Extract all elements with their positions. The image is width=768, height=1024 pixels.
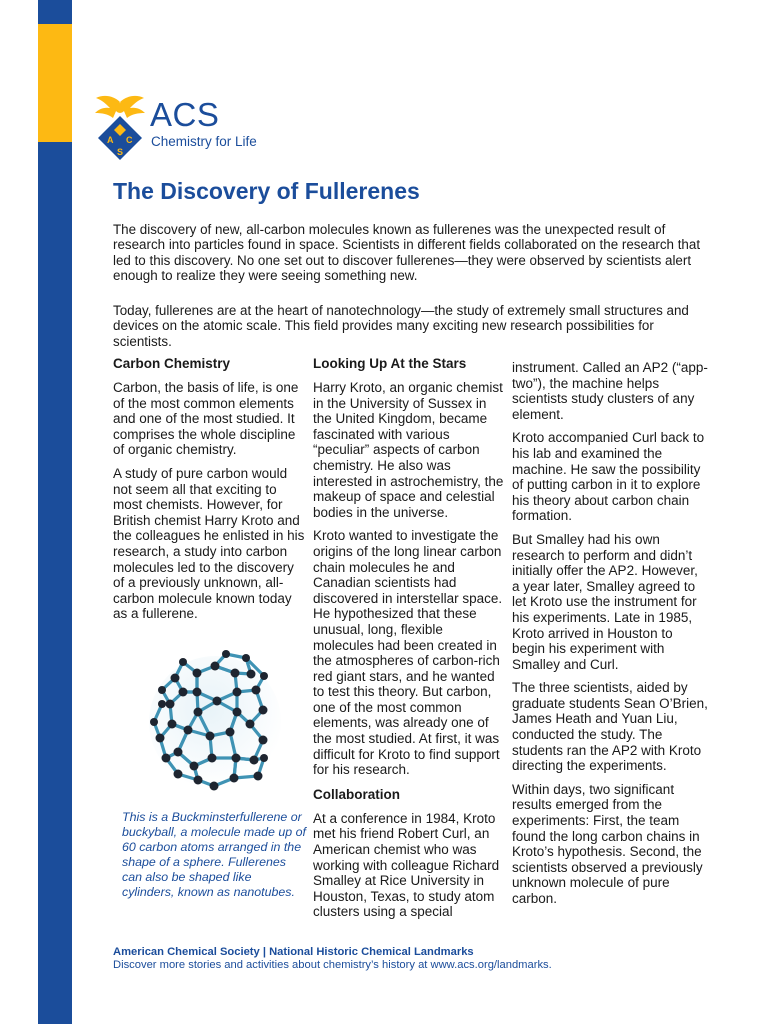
buckyball-image [140, 640, 290, 800]
logo-acs-text: ACS [150, 96, 220, 133]
col3-paragraph-5: Within days, two significant results emerged from the experiments: First, the team found the long carbon chains in Kroto’s hypothesis. Second, the scientists observed a previously unknown molecule of pure carbon. [512, 781, 703, 906]
logo-tagline: Chemistry for Life [151, 134, 257, 149]
footer [113, 946, 713, 972]
column-three [512, 360, 708, 915]
footer-org-line: American Chemical Society | National Historic Chemical Landmarks [113, 946, 474, 958]
collaboration-heading: Collaboration [313, 786, 400, 802]
stars-paragraph-1: Harry Kroto, an organic chemist in the University of Sussex in the United Kingdom, became fascinated with various “peculiar” aspects of carbon chemistry. He also was interested in astrochemistry, the makeup of space and celestial bodies in the universe. [313, 380, 504, 520]
svg-text:A: A [107, 135, 114, 145]
col3-paragraph-2: Kroto accompanied Curl back to his lab and examined the machine. He saw the possibility of putting carbon in it to explore his theory about carbon chain formation. [512, 430, 705, 524]
footer-link-line[interactable]: Discover more stories and activities about chemistry’s history at www.acs.org/landmarks. [113, 959, 552, 971]
stars-paragraph-2: Kroto wanted to investigate the origins of the long linear carbon chain molecules he and Canadian scientists had discovered in interstellar space. He hypothesized that these unusual, long, flexible molecules had been created in the atmospheres of carbon-rich red giant stars, and he wanted to test this theory. But carbon, one of the most common elements, was already one of the most studied. At first, it was difficult for Kroto to find support for his research. [313, 528, 503, 778]
column-stars-collaboration [313, 355, 505, 928]
intro-paragraph-1: The discovery of new, all-carbon molecules known as fullerenes was the unexpected result of research into particles found in space. Scientists in different fields collaborated on the research that led to this discovery. No one set out to discover fullerenes—they were observed by scientists alert enough to realize they were seeing something new. [113, 222, 701, 284]
acs-emblem-icon [92, 94, 148, 162]
col3-paragraph-3: But Smalley had his own research to perform and didn’t initially offer the AP2. However, a year later, Smalley agreed to let Kroto use the instrument for his experiments. Late in 1985, Kroto arrived in Houston to begin his experiment with Smalley and Curl. [512, 531, 698, 672]
acs-logo[interactable] [92, 94, 312, 162]
buckyball-illustration [140, 640, 290, 800]
svg-text:C: C [126, 135, 133, 145]
intro-paragraph-2: Today, fullerenes are at the heart of nanotechnology—the study of extremely small structures and devices on the atomic scale. This field provides many exciting new research possibilities for scientists. [113, 303, 689, 349]
col3-paragraph-1: instrument. Called an AP2 (“app-two”), the machine helps scientists study clusters of any element. [512, 360, 708, 422]
left-blue-bar [38, 0, 72, 1024]
page-title: The Discovery of Fullerenes [113, 178, 420, 204]
stars-heading: Looking Up At the Stars [313, 356, 467, 371]
buckyball-caption: This is a Buckminsterfullerene or buckyball, a molecule made up of 60 carbon atoms arranged in the shape of a sphere. Fullerenes can also be shaped like cylinders, known as nanotubes. [122, 810, 306, 899]
left-yellow-bar [38, 24, 72, 142]
col3-paragraph-4: The three scientists, aided by graduate students Sean O’Brien, James Heath and Yuan Liu, conducted the study. The students ran the AP2 with Kroto directing the experiments. [512, 680, 708, 774]
collaboration-paragraph-1: At a conference in 1984, Kroto met his friend Robert Curl, an American chemist who was working with colleague Richard Smalley at Rice University in Houston, Texas, to study atom clusters using a special [313, 810, 500, 920]
carbon-chemistry-paragraph-2: A study of pure carbon would not seem all that exciting to most chemists. However, for British chemist Harry Kroto and the colleagues he enlisted in his research, a study into carbon molecules led to the discovery of a previously unknown, all-carbon molecule known today as a fullerene. [113, 465, 305, 622]
carbon-chemistry-paragraph-1: Carbon, the basis of life, is one of the most common elements and one of the most studied. It comprises the whole discipline of organic chemistry. [113, 380, 299, 458]
svg-text:S: S [117, 147, 124, 157]
column-carbon-chemistry [113, 355, 306, 630]
carbon-chemistry-heading: Carbon Chemistry [113, 356, 231, 371]
